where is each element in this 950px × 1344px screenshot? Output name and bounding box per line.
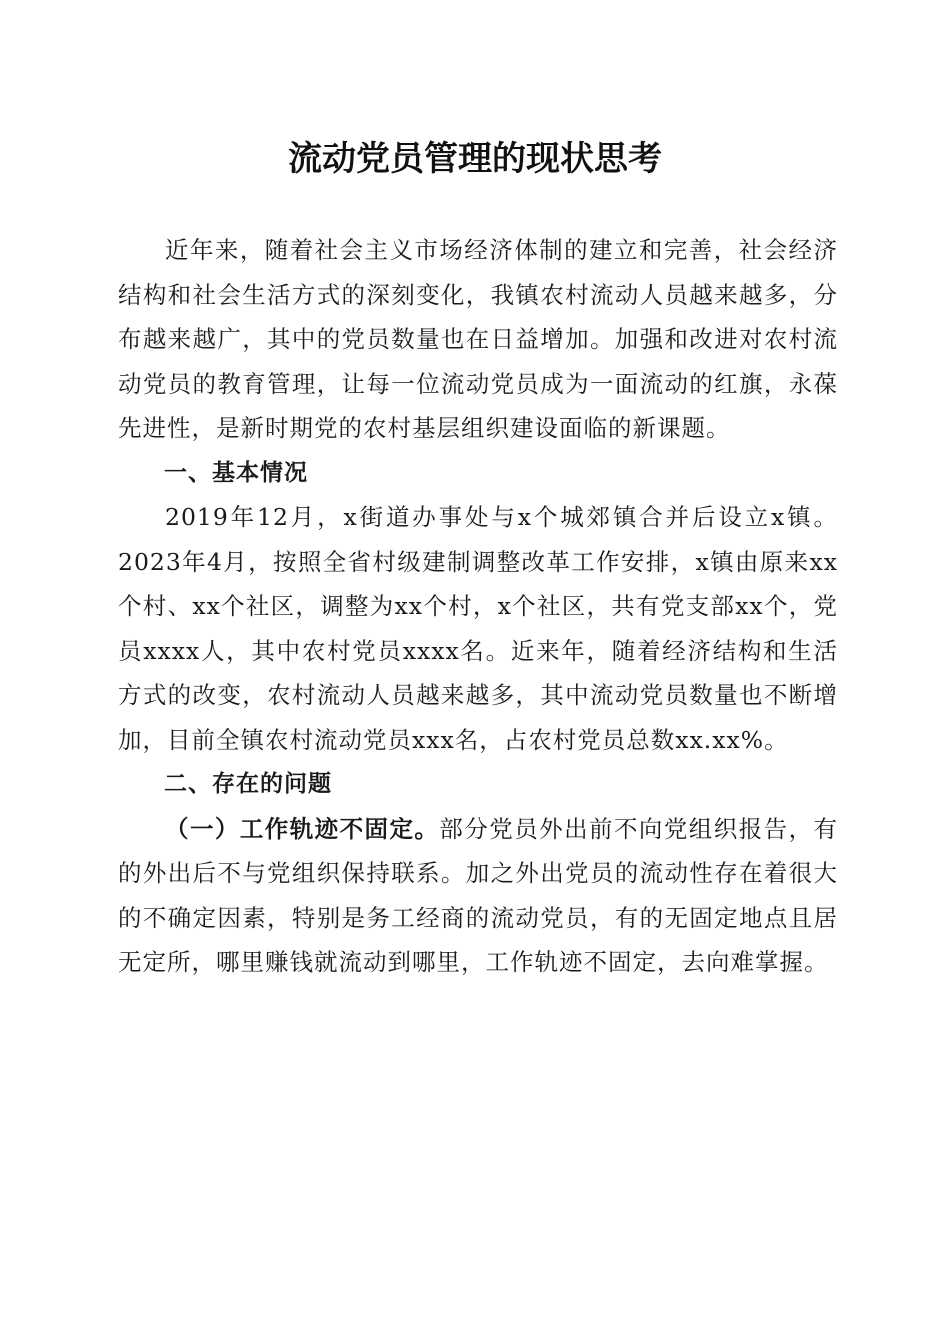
problem-item-label: （一）工作轨迹不固定。 <box>165 814 440 843</box>
basic-situation-paragraph: 2019年12月，x街道办事处与x个城郊镇合并后设立x镇。2023年4月，按照全省村级建制调整改革工作安排，x镇由原来xx个村、xx个社区，调整为xx个村，x个社区，共有党支部xx个，党员xxxx人，其中农村党员xxxx名。近来年，随着经济结构和生活方式的改变，农村流动人员越来越多，其中流动党员数量也不断增加，目前全镇农村流动党员xxx名，占农村党员总数xx.xx%。 <box>118 503 838 754</box>
problem-item-paragraph <box>118 807 838 985</box>
document-title: 流动党员管理的现状思考 <box>288 139 662 179</box>
intro-paragraph: 近年来，随着社会主义市场经济体制的建立和完善，社会经济结构和社会生活方式的深刻变化，我镇农村流动人员越来越多，分布越来越广，其中的党员数量也在日益增加。加强和改进对农村流动党员的教育管理，让每一位流动党员成为一面流动的红旗，永葆先进性，是新时期党的农村基层组织建设面临的新课题。 <box>118 236 838 442</box>
section-heading-problems: 二、存在的问题 <box>164 771 332 797</box>
section-heading-basic-situation: 一、基本情况 <box>164 459 308 486</box>
problem-item-body: 部分党员外出前不向党组织报告，有的外出后不与党组织保持联系。加之外出党员的流动性存在着很大的不确定因素，特别是务工经商的流动党员，有的无固定地点且居无定所，哪里赚钱就流动到哪里，工作轨迹不固定，去向难掌握。 <box>118 814 839 976</box>
document-body <box>118 228 838 985</box>
